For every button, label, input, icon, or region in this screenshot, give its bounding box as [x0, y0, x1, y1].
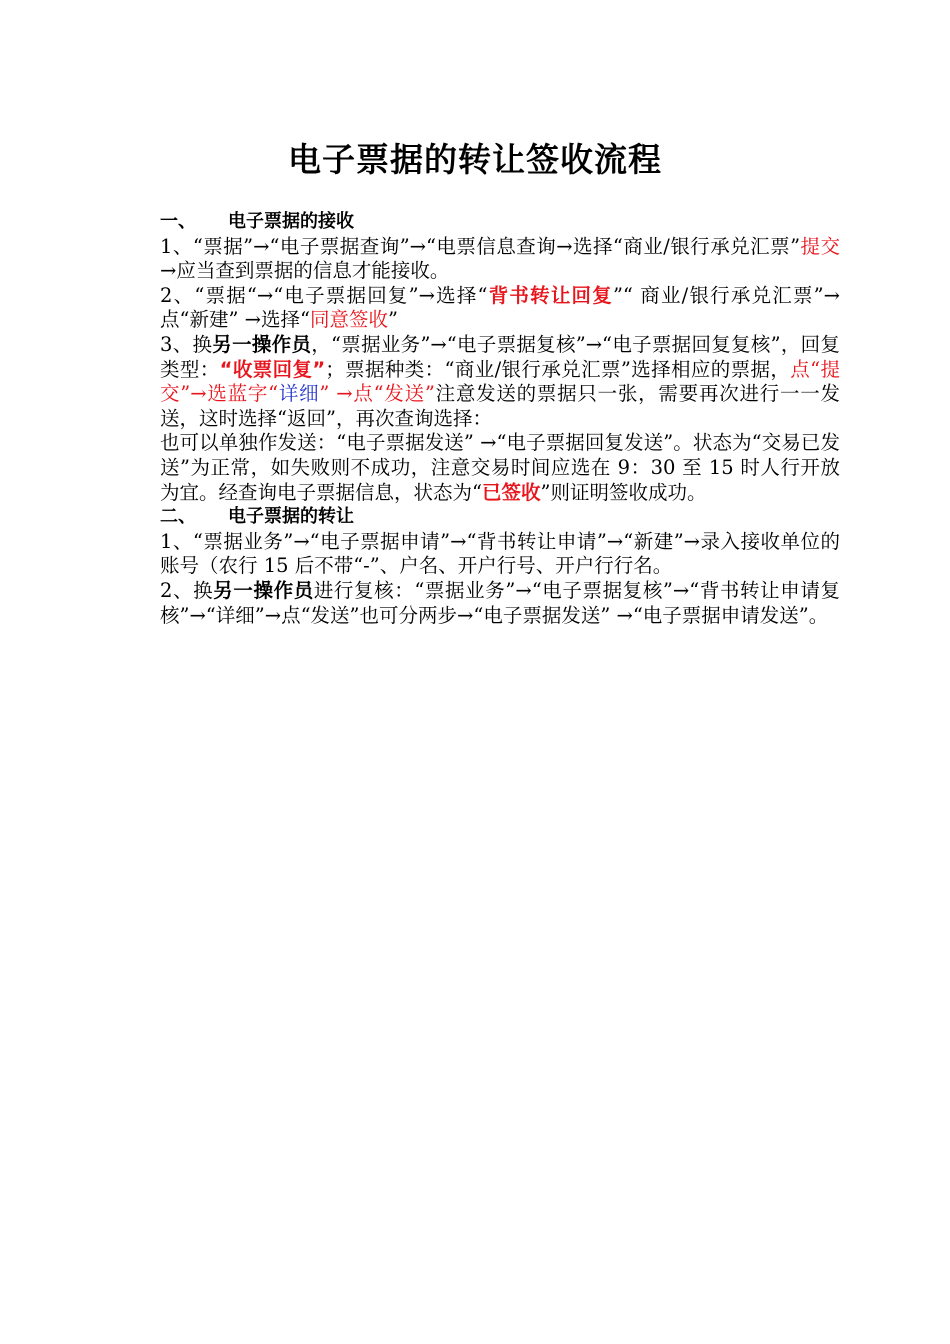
section-1-step-1 — [160, 235, 840, 284]
step-text: 1、“票据业务”→“电子票据申请”→“背书转让申请”→“新建”→录入接收单位的账号（农行 15 后不带“-”、户名、开户行号、开户行行名。 — [160, 529, 840, 578]
step-text: ” — [387, 308, 398, 332]
section-1-number: 一、 — [160, 211, 196, 232]
section-2-step-1 — [160, 530, 840, 579]
document-body — [160, 210, 840, 628]
step-text: ”“ 商业/银行承兑汇票”→点“新建” →选择“ — [160, 283, 840, 332]
section-1-step-2 — [160, 284, 840, 333]
step-text: →应当查到票据的信息才能接收。 — [160, 259, 450, 283]
highlight-bold-red: “收票回复” — [219, 357, 326, 381]
highlight-bold-red: 背书转让回复 — [487, 283, 613, 307]
highlight-bold: 另一操作员 — [213, 578, 314, 602]
section-2-step-2 — [160, 579, 840, 628]
step-text: 3、换 — [160, 332, 213, 356]
section-1-heading — [160, 210, 840, 235]
step-text: 2、换 — [160, 578, 214, 602]
note-text: ”则证明签收成功。 — [540, 480, 707, 504]
highlight-red: 同意签收 — [309, 308, 388, 332]
highlight-red: 提交 — [800, 234, 840, 258]
section-1-title: 电子票据的接收 — [228, 211, 354, 232]
step-text: ，“票据业务”→“电子票据复核”→“电子票据回复复核”，回复类型： — [160, 332, 840, 381]
document-title: 电子票据的转让签收流程 — [288, 140, 662, 179]
step-text: 注意发送的票据只一张，需要再次进行一一发送，这时选择“返回”，再次查询选择： — [160, 382, 840, 430]
section-1-note — [160, 431, 840, 505]
step-text: 1、“票据”→“电子票据查询”→“电票信息查询→选择“商业/银行承兑汇票” — [160, 234, 801, 258]
step-text: ；票据种类：“商业/银行承兑汇票”选择相应的票据， — [325, 357, 791, 381]
step-text: 2、“票据“→“电子票据回复”→选择“ — [160, 283, 488, 307]
highlight-red: 点“提交”→选蓝字“ — [160, 357, 840, 406]
section-2-title: 电子票据的转让 — [228, 506, 354, 528]
note-text: 也可以单独作发送：“电子票据发送” →“电子票据回复发送”。状态为“交易已发送”为正常，如失败则不成功，注意交易时间应选在 9：30 至 15 时人行开放为宜。经查询电子票据信息，状态为“ — [160, 431, 840, 504]
highlight-bold-red: 已签收 — [481, 480, 541, 504]
section-1-step-3 — [160, 333, 840, 431]
section-2-number: 二、 — [160, 506, 196, 528]
highlight-red: ” →点“发送” — [319, 382, 435, 406]
highlight-bold: 另一操作员 — [212, 332, 312, 356]
step-text: 进行复核：“票据业务”→“电子票据复核”→“背书转让申请复核”→“详细”→点“发送”也可分两步→“电子票据发送” →“电子票据申请发送”。 — [160, 578, 840, 627]
section-2-heading — [160, 505, 840, 530]
highlight-blue: 详细 — [278, 382, 320, 406]
